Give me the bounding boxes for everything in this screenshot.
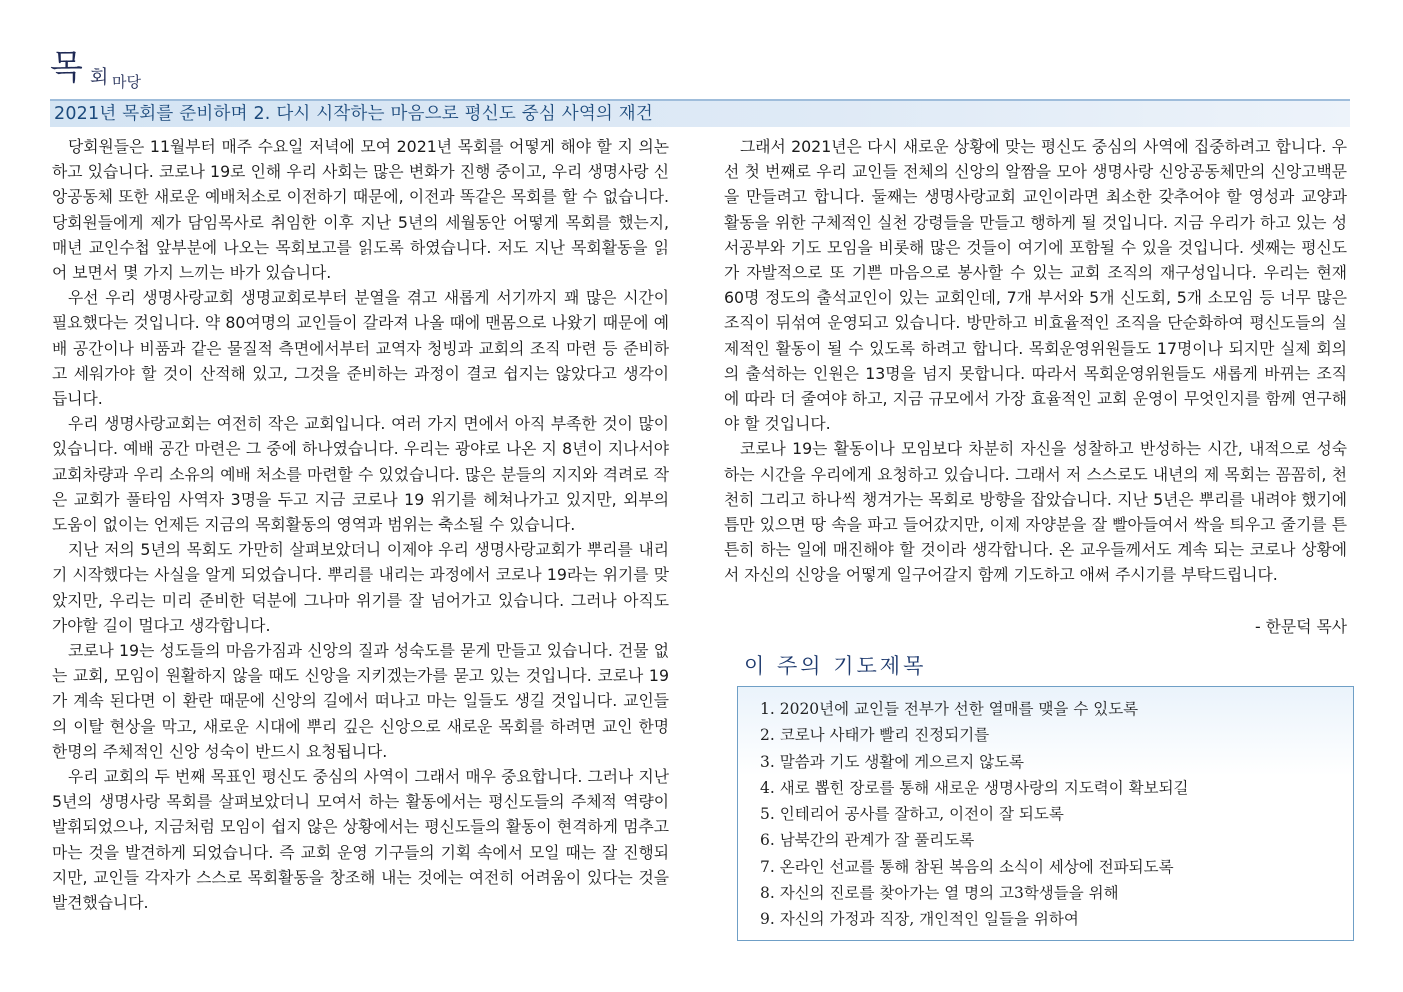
prayer-item: 4. 새로 뽑힌 장로를 통해 새로운 생명사랑의 지도력이 확보되길 (760, 778, 1189, 797)
paragraph: 당회원들은 11월부터 매주 수요일 저녁에 모여 2021년 목회를 어떻게 해야 할 지 의논하고 있습니다. 코로나 19로 인해 우리 사회는 많은 변화가 진행 중이고, 우리 생명사랑 신앙공동체 또한 새로운 예배처소로 이전하기 때문에, 이전과 똑같은 목회를 할 수 없습니다. 당회원들에게 제가 담임목사로 취임한 이후 지난 5년의 세월동안 어떻게 목회를 했는지, 매년 교인수첩 앞부분에 나오는 목회보고를 읽도록 하였습니다. 저도 지난 목회활동을 읽어 보면서 몇 가지 느끼는 바가 있습니다. (52, 137, 669, 283)
prayer-item: 8. 자신의 진로를 찾아가는 열 명의 고3학생들을 위해 (760, 884, 1119, 903)
paragraph: 우리 생명사랑교회는 여전히 작은 교회입니다. 여러 가지 면에서 아직 부족한 것이 많이 있습니다. 예배 공간 마련은 그 중에 하나였습니다. 우리는 광야로 나온 지 8년이 지나서야 교회차량과 우리 소유의 예배 처소를 마련할 수 있었습니다. 많은 분들의 지지와 격려로 작은 교회가 풀타임 사역자 3명을 두고 지금 코로나 19 위기를 헤쳐나가고 있지만, 외부의 도움이 없이는 언제든 지금의 목회활동의 영역과 범위는 축소될 수 있습니다. (52, 414, 669, 535)
prayer-item: 9. 자신의 가정과 직장, 개인적인 일들을 위하여 (760, 910, 1079, 929)
paragraph: 코로나 19는 활동이나 모임보다 차분히 자신을 성찰하고 반성하는 시간, 내적으로 성숙하는 시간을 우리에게 요청하고 있습니다. 그래서 저 스스로도 내년의 제 목회는 꼼꼼히, 천천히 그리고 하나씩 챙겨가는 목회로 방향을 잡았습니다. 지난 5년은 뿌리를 내려야 했기에 틈만 있으면 땅 속을 파고 들어갔지만, 이제 자양분을 잘 빨아들여서 싹을 틔우고 줄기를 튼튼히 하는 일에 매진해야 할 것이라 생각합니다. 온 교우들께서도 계속 되는 코로나 상황에서 자신의 신앙을 어떻게 일구어갈지 함께 기도하고 애써 주시기를 부탁드립니다. (724, 439, 1347, 585)
paragraph: 우선 우리 생명사랑교회 생명교회로부터 분열을 겪고 새롭게 서기까지 꽤 많은 시간이 필요했다는 것입니다. 약 80여명의 교인들이 갈라져 나올 때에 맨몸으로 나왔기 때문에 예배 공간이나 비품과 같은 물질적 측면에서부터 교역자 청빙과 교회의 조직 마련 등 준비하고 세워가야 할 것이 산적해 있고, 그것을 준비하는 과정이 결코 쉽지는 않았다고 생각이 듭니다. (52, 288, 669, 409)
right-column (724, 134, 1347, 588)
paragraph: 우리 교회의 두 번째 목표인 평신도 중심의 사역이 그래서 매우 중요합니다. 그러나 지난 5년의 생명사랑 목회를 살펴보았더니 모여서 하는 활동에서는 평신도들의 주체적 역량이 발휘되었으나, 지금처럼 모임이 쉽지 않은 상황에서는 평신도들의 활동이 현격하게 멈추고 마는 것을 발견하게 되었습니다. 즉 교회 운영 기구들의 기획 속에서 모일 때는 잘 진행되지만, 교인들 각자가 스스로 목회활동을 창조해 내는 것에는 여전히 어려움이 있다는 것을 발견했습니다. (52, 767, 669, 913)
logo-big-char: 목 (50, 48, 83, 88)
logo-mid-char: 회 (90, 66, 109, 88)
article-title: 2021년 목회를 준비하며 2. 다시 시작하는 마음으로 평신도 중심 사역의 재건 (54, 104, 653, 124)
prayer-item: 5. 인테리어 공사를 잘하고, 이전이 잘 되도록 (760, 805, 1064, 824)
left-column (52, 134, 669, 915)
prayer-item: 1. 2020년에 교인들 전부가 선한 열매를 맺을 수 있도록 (760, 700, 1139, 718)
logo-small-text: 마당 (112, 73, 141, 91)
prayer-list (760, 696, 1189, 933)
paragraph: 그래서 2021년은 다시 새로운 상황에 맞는 평신도 중심의 사역에 집중하려고 합니다. 우선 첫 번째로 우리 교인들 전체의 신앙의 알짬을 모아 생명사랑 신앙공동체만의 신앙고백문을 만들려고 합니다. 둘째는 생명사랑교회 교인이라면 최소한 갖추어야 할 영성과 교양과 활동을 위한 구체적인 실천 강령들을 만들고 행하게 될 것입니다. 지금 우리가 하고 있는 성서공부와 기도 모임을 비롯해 많은 것들이 여기에 포함될 수 있을 것입니다. 셋째는 평신도가 자발적으로 또 기쁜 마음으로 봉사할 수 있는 교회 조직의 재구성입니다. 우리는 현재 60명 정도의 출석교인이 있는 교회인데, 7개 부서와 5개 신도회, 5개 소모임 등 너무 많은 조직이 뒤섞여 운영되고 있습니다. 방만하고 비효율적인 조직을 단순화하여 평신도들의 실제적인 활동이 될 수 있도록 하려고 합니다. 목회운영위원들도 17명이나 되지만 실제 회의의 출석하는 인원은 13명을 넘지 못합니다. 따라서 목회운영위원들도 새롭게 바뀌는 조직에 따라 더 줄여야 하고, 지금 규모에서 가장 효율적인 교회 운영이 무엇인지를 함께 연구해야 할 것입니다. (724, 137, 1347, 434)
section-logo (50, 46, 210, 96)
prayer-item: 3. 말씀과 기도 생활에 게으르지 않도록 (760, 752, 1025, 771)
article-title-bar (50, 99, 1350, 127)
prayer-item: 7. 온라인 선교를 통해 참된 복음의 소식이 세상에 전파되도록 (760, 857, 1174, 876)
prayer-item: 2. 코로나 사태가 빨리 진정되기를 (760, 726, 990, 745)
prayer-list-box (737, 686, 1354, 941)
paragraph: 코로나 19는 성도들의 마음가짐과 신앙의 질과 성숙도를 묻게 만들고 있습니다. 건물 없는 교회, 모임이 원활하지 않을 때도 신앙을 지키겠는가를 묻고 있는 것입니다. 코로나 19가 계속 된다면 이 환란 때문에 신앙의 길에서 떠나고 마는 일들도 생길 것입니다. 교인들의 이탈 현상을 막고, 새로운 시대에 뿌리 깊은 신앙으로 새로운 목회를 하려면 교인 한명 한명의 주체적인 신앙 성숙이 반드시 요청됩니다. (52, 641, 669, 761)
author-signature: - 한문덕 목사 (1254, 617, 1347, 636)
prayer-section-title: 이 주의 기도제목 (744, 654, 927, 678)
prayer-item: 6. 남북간의 관계가 잘 풀리도록 (760, 831, 975, 850)
paragraph: 지난 저의 5년의 목회도 가만히 살펴보았더니 이제야 우리 생명사랑교회가 뿌리를 내리기 시작했다는 사실을 알게 되었습니다. 뿌리를 내리는 과정에서 코로나 19라는 위기를 맞았지만, 우리는 미리 준비한 덕분에 그나마 위기를 잘 넘어가고 있습니다. 그러나 아직도 가야할 길이 멀다고 생각합니다. (52, 540, 669, 635)
